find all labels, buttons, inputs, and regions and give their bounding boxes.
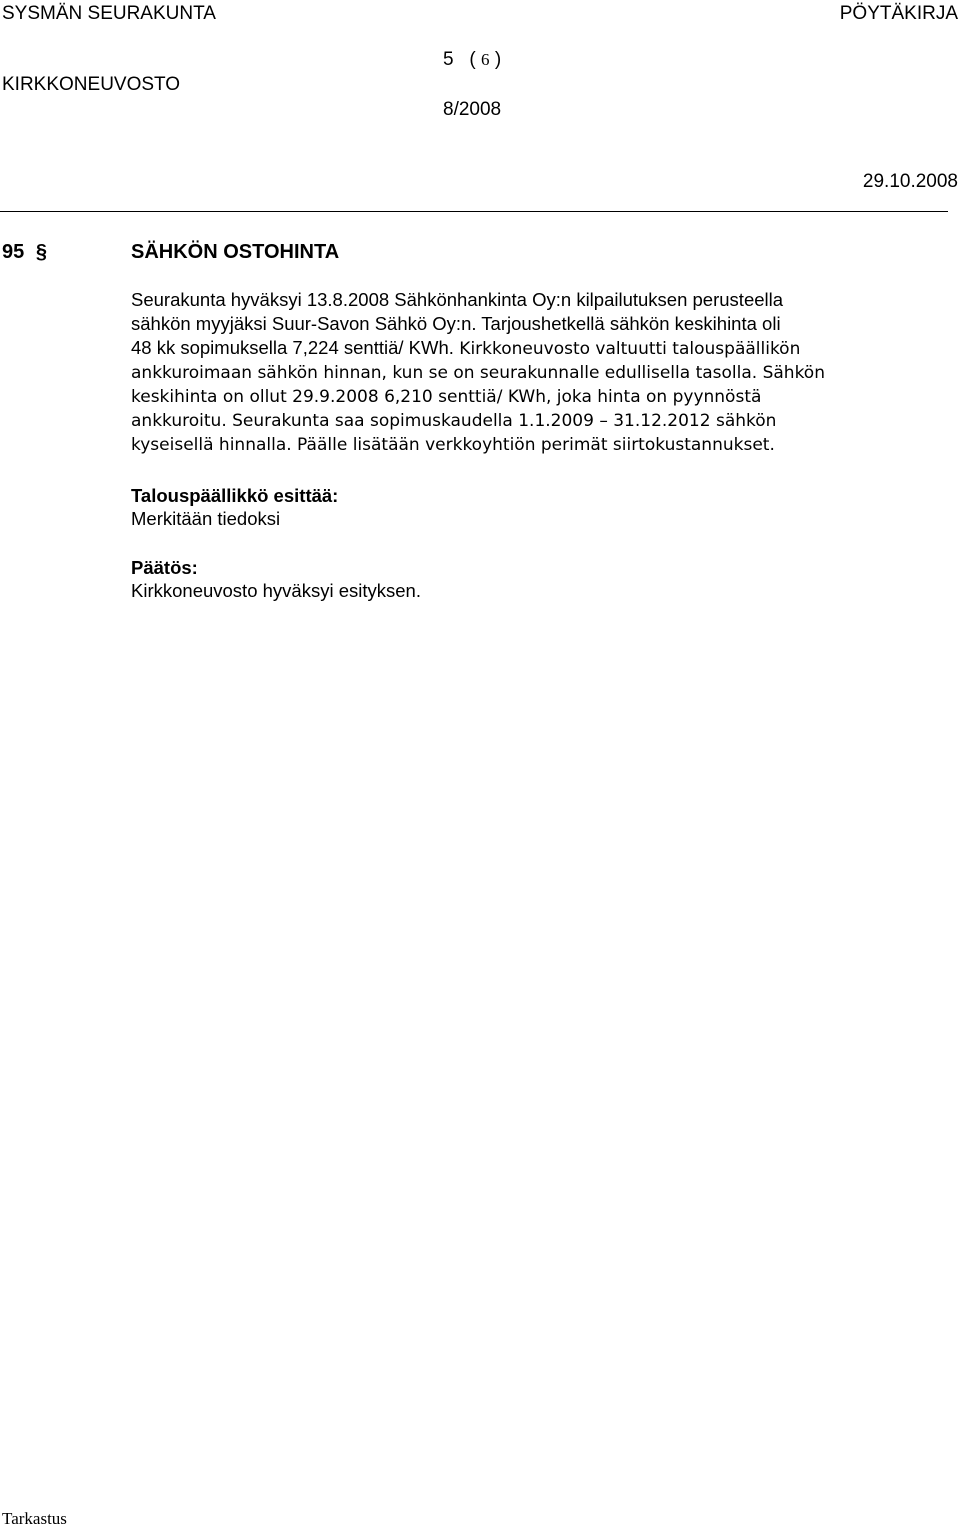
page-paren-close: ) — [494, 49, 502, 70]
organization-name: SYSMÄN SEURAKUNTA — [2, 3, 216, 24]
meeting-date: 29.10.2008 — [862, 171, 958, 192]
page-paren-open: ( — [469, 49, 476, 70]
body-line: ankkuroitu. Seurakunta saa sopimuskaudella 1.1.2009 – 31.12.2012 sähkön — [131, 411, 777, 431]
intro-line: Seurakunta hyväksyi 13.8.2008 Sähkönhankinta Oy:n kilpailutuksen perusteella — [131, 289, 784, 310]
section-symbol: § — [35, 241, 47, 263]
intro-tail: Kirkkoneuvosto valtuutti talouspäällikön — [453, 339, 801, 359]
page-number: 5 — [443, 49, 454, 70]
body-line: kyseisellä hinnalla. Päälle lisätään verkkoyhtiön perimät siirtokustannukset. — [131, 435, 775, 455]
intro-line: 48 kk sopimuksella 7,224 senttiä/ KWh. — [131, 337, 454, 358]
body-line: ankkuroimaan sähkön hinnan, kun se on seurakunnalle edullisella tasolla. Sähkön — [131, 363, 825, 383]
page-indicator — [443, 49, 501, 71]
intro-line-mixed — [131, 336, 931, 361]
council-name: KIRKKONEUVOSTO — [2, 74, 181, 95]
meeting-number: 8/2008 — [443, 99, 502, 120]
body-line: keskihinta on ollut 29.9.2008 6,210 senttiä/ KWh, joka hinta on pyynnöstä — [131, 387, 762, 407]
section-body — [131, 288, 931, 457]
section-number-value: 95 — [2, 241, 25, 263]
header-divider — [0, 211, 948, 212]
document-type: PÖYTÄKIRJA — [839, 3, 958, 24]
intro-line: sähkön myyjäksi Suur-Savon Sähkö Oy:n. Tarjoushetkellä sähkön keskihinta oli — [131, 313, 781, 334]
decision-label: Päätös: — [131, 557, 198, 578]
decision-text: Kirkkoneuvosto hyväksyi esityksen. — [131, 580, 421, 601]
section-number — [2, 241, 47, 264]
proposal-label: Talouspäällikkö esittää: — [131, 485, 339, 506]
proposal-text: Merkitään tiedoksi — [131, 508, 281, 529]
page-total: 6 — [481, 50, 490, 69]
section-title: SÄHKÖN OSTOHINTA — [131, 241, 340, 263]
footer-check-label: Tarkastus — [2, 1509, 67, 1528]
